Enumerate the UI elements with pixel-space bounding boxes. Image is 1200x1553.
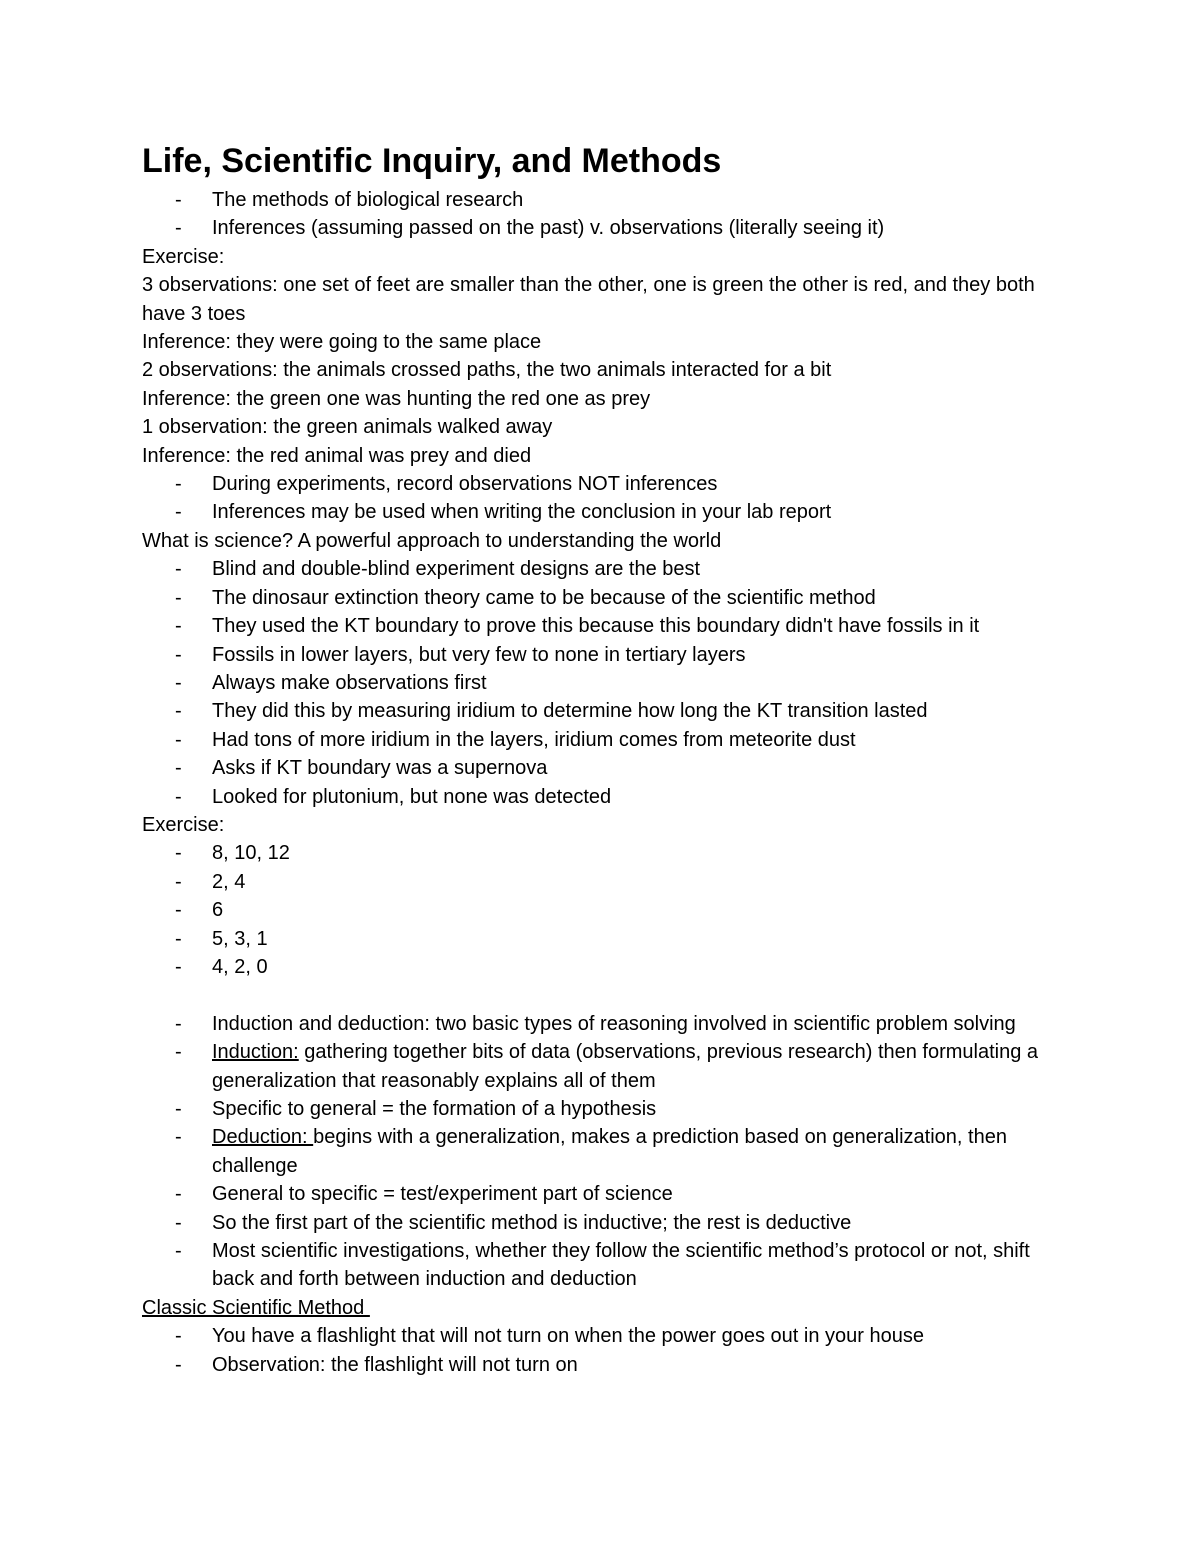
- bullet-dash: -: [175, 899, 182, 922]
- line-text: So the first part of the scientific method is inductive; the rest is deductive: [212, 1211, 852, 1234]
- bullet-dash: -: [175, 1211, 182, 1234]
- line-text: begins with a generalization, makes a prediction based on generalization, then challenge: [212, 1126, 1007, 1177]
- bullet-item: [142, 612, 1072, 640]
- line-text: Inference: the green one was hunting the red one as prey: [142, 387, 651, 410]
- bullet-item: [142, 1095, 1072, 1123]
- line-text: Inference: the red animal was prey and died: [142, 444, 532, 467]
- line-text: Looked for plutonium, but none was detected: [212, 785, 612, 808]
- line-text: Exercise:: [142, 813, 225, 836]
- line-text: Induction and deduction: two basic types of reasoning involved in scientific problem solving: [212, 1012, 1016, 1035]
- bullet-dash: -: [175, 217, 182, 240]
- line-text: 4, 2, 0: [212, 955, 268, 978]
- line-text: The methods of biological research: [212, 189, 524, 211]
- bullet-dash: -: [175, 671, 182, 694]
- line-text: Fossils in lower layers, but very few to none in tertiary layers: [212, 643, 746, 666]
- bullet-dash: -: [175, 870, 182, 893]
- line-text: Always make observations first: [212, 671, 487, 694]
- bullet-dash: -: [175, 700, 182, 723]
- bullet-item: [142, 1010, 1072, 1038]
- line-text: 6: [212, 899, 224, 922]
- bullet-item: [142, 498, 1072, 526]
- bullet-item: [142, 641, 1072, 669]
- line-text: The dinosaur extinction theory came to be because of the scientific method: [212, 586, 876, 609]
- bullet-item: [142, 1038, 1072, 1095]
- bullet-item: [142, 186, 1072, 214]
- line-text: Observation: the flashlight will not turn on: [212, 1353, 578, 1376]
- bullet-dash: -: [175, 927, 182, 950]
- line-text: 8, 10, 12: [212, 842, 290, 865]
- line-text: They did this by measuring iridium to determine how long the KT transition lasted: [212, 700, 928, 723]
- line-text: 5, 3, 1: [212, 927, 268, 950]
- bullet-dash: -: [175, 955, 182, 978]
- line-text: Most scientific investigations, whether they follow the scientific method’s protocol or not, shift back and forth between induction and deduction: [212, 1240, 1030, 1291]
- line-text: 2, 4: [212, 870, 246, 893]
- line-text: Inferences (assuming passed on the past) v. observations (literally seeing it): [212, 217, 885, 240]
- bullet-item: [142, 584, 1072, 612]
- text-line: [142, 527, 1072, 555]
- bullet-dash: -: [175, 1353, 182, 1376]
- line-text: 3 observations: one set of feet are smaller than the other, one is green the other is red, and they both have 3 toes: [142, 274, 1041, 325]
- bullet-dash: -: [175, 1097, 182, 1120]
- line-text: Asks if KT boundary was a supernova: [212, 757, 548, 780]
- text-line: [142, 811, 1072, 839]
- bullet-item: [142, 754, 1072, 782]
- bullet-item: [142, 669, 1072, 697]
- bullet-item: [142, 1237, 1072, 1294]
- bullet-item: [142, 555, 1072, 583]
- bullet-dash: -: [175, 643, 182, 666]
- line-text: Blind and double-blind experiment designs are the best: [212, 558, 701, 581]
- line-text: Exercise:: [142, 245, 225, 268]
- line-text: What is science? A powerful approach to understanding the world: [142, 529, 722, 552]
- bullet-item: [142, 925, 1072, 953]
- line-text: 1 observation: the green animals walked away: [142, 416, 553, 439]
- section-heading: [142, 1294, 1072, 1322]
- bullet-item: [142, 470, 1072, 498]
- underlined-term: Induction:: [212, 1041, 299, 1064]
- bullet-item: [142, 783, 1072, 811]
- page-title: Life, Scientific Inquiry, and Methods: [142, 142, 722, 180]
- bullet-dash: -: [175, 586, 182, 609]
- line-text: Inferences may be used when writing the conclusion in your lab report: [212, 501, 832, 524]
- bullet-item: [142, 896, 1072, 924]
- bullet-item: [142, 1351, 1072, 1379]
- bullet-item: [142, 953, 1072, 981]
- bullet-dash: -: [175, 1183, 182, 1206]
- bullet-item: [142, 1180, 1072, 1208]
- bullet-dash: -: [175, 842, 182, 865]
- text-line: [142, 442, 1072, 470]
- bullet-dash: -: [175, 615, 182, 638]
- bullet-item: [142, 839, 1072, 867]
- blank-line: [142, 981, 1072, 1009]
- bullet-dash: -: [175, 1012, 182, 1035]
- line-text: General to specific = test/experiment part of science: [212, 1183, 673, 1206]
- bullet-dash: -: [175, 189, 182, 211]
- line-text: They used the KT boundary to prove this because this boundary didn't have fossils in it: [212, 615, 980, 638]
- line-text: 2 observations: the animals crossed paths, the two animals interacted for a bit: [142, 359, 832, 382]
- bullet-dash: -: [175, 1240, 182, 1263]
- bullet-dash: -: [175, 728, 182, 751]
- notes-body: [142, 186, 1072, 1379]
- bullet-item: [142, 1123, 1072, 1180]
- bullet-item: [142, 697, 1072, 725]
- text-line: [142, 385, 1072, 413]
- bullet-item: [142, 868, 1072, 896]
- line-text: Inference: they were going to the same place: [142, 331, 542, 354]
- bullet-dash: -: [175, 1325, 182, 1348]
- line-text: gathering together bits of data (observations, previous research) then formulating a generalization that reasonably explains all of them: [212, 1041, 1039, 1092]
- bullet-item: [142, 214, 1072, 242]
- bullet-dash: -: [175, 473, 182, 496]
- bullet-item: [142, 726, 1072, 754]
- line-text: Specific to general = the formation of a hypothesis: [212, 1097, 657, 1120]
- underlined-term: Classic Scientific Method: [142, 1296, 370, 1319]
- bullet-dash: -: [175, 757, 182, 780]
- underlined-term: Deduction:: [212, 1126, 314, 1149]
- bullet-item: [142, 1322, 1072, 1350]
- text-line: [142, 328, 1072, 356]
- bullet-dash: -: [175, 558, 182, 581]
- line-text: You have a flashlight that will not turn on when the power goes out in your house: [212, 1325, 924, 1348]
- text-line: [142, 413, 1072, 441]
- bullet-dash: -: [175, 1041, 182, 1064]
- bullet-dash: -: [175, 1126, 182, 1149]
- line-text: During experiments, record observations NOT inferences: [212, 473, 718, 496]
- text-line: [142, 271, 1072, 328]
- document-page: [142, 136, 1072, 1379]
- text-line: [142, 243, 1072, 271]
- bullet-dash: -: [175, 785, 182, 808]
- line-text: Had tons of more iridium in the layers, iridium comes from meteorite dust: [212, 728, 856, 751]
- bullet-item: [142, 1209, 1072, 1237]
- bullet-dash: -: [175, 501, 182, 524]
- text-line: [142, 356, 1072, 384]
